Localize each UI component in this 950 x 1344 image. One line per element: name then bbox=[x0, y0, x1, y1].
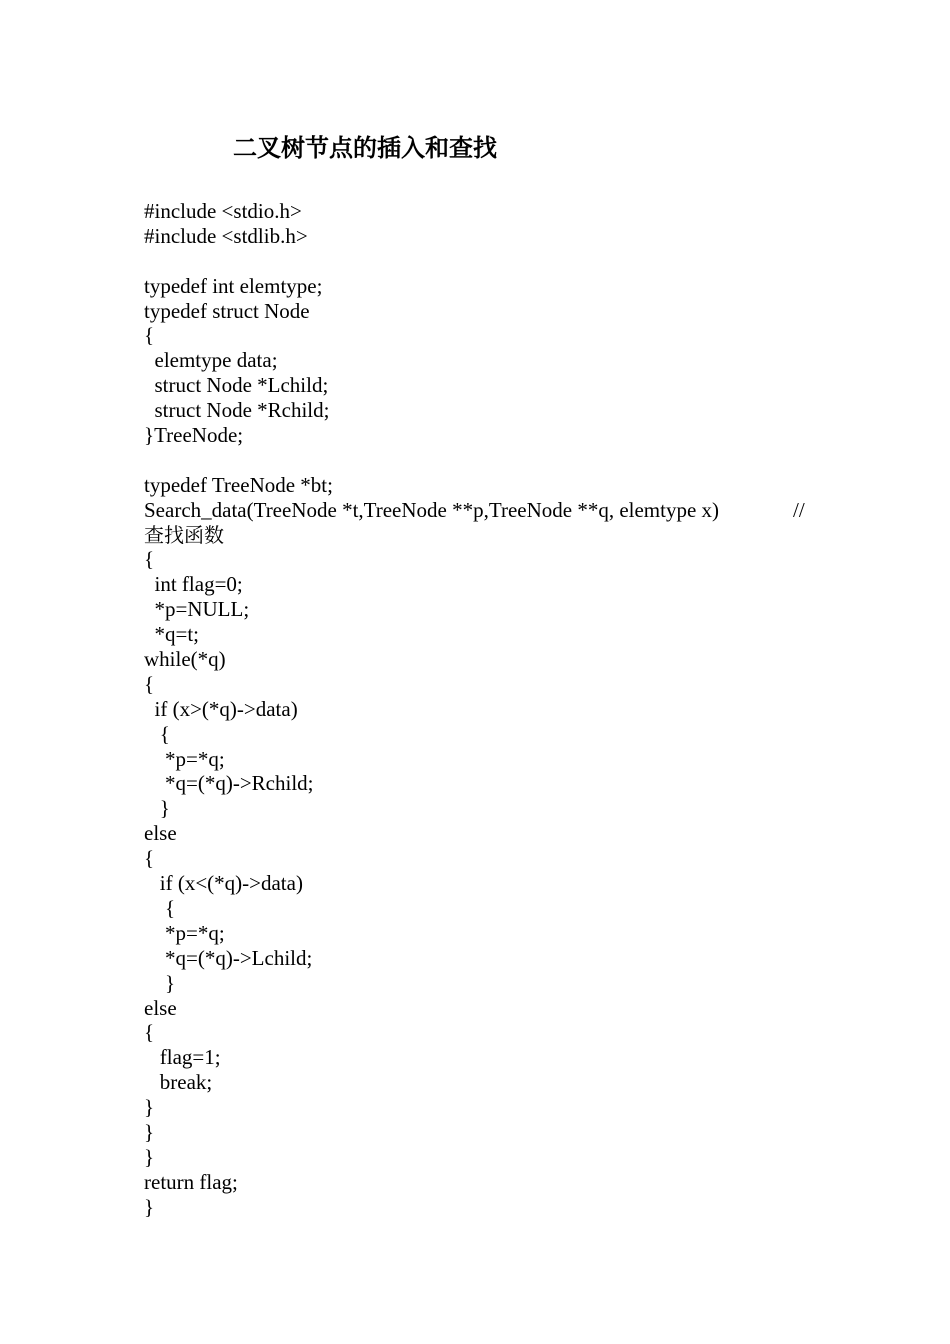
code-line: } bbox=[144, 796, 170, 821]
code-line: return flag; bbox=[144, 1169, 238, 1194]
code-line: *p=NULL; bbox=[144, 597, 250, 622]
code-line: #include <stdlib.h> bbox=[144, 223, 308, 248]
code-line: *p=*q; bbox=[144, 920, 225, 945]
code-line: } bbox=[144, 1119, 155, 1144]
code-line: } bbox=[144, 1194, 155, 1219]
code-line: while(*q) bbox=[144, 647, 226, 672]
code-line: typedef int elemtype; bbox=[144, 273, 323, 298]
code-line: struct Node *Lchild; bbox=[144, 373, 329, 398]
code-line: typedef TreeNode *bt; bbox=[144, 472, 333, 497]
code-line: int flag=0; bbox=[144, 572, 243, 597]
code-line: } bbox=[144, 1144, 155, 1169]
code-line: if (x>(*q)->data) bbox=[144, 696, 298, 721]
code-line: else bbox=[144, 821, 177, 846]
code-line: if (x<(*q)->data) bbox=[144, 871, 303, 896]
code-line: #include <stdio.h> bbox=[144, 199, 302, 223]
comment-text: 查找函数 bbox=[144, 522, 224, 547]
code-line: *p=*q; bbox=[144, 746, 225, 771]
code-line: { bbox=[144, 1020, 155, 1045]
function-signature: Search_data(TreeNode *t,TreeNode **p,TreeNode **q, elemtype x) bbox=[144, 497, 720, 522]
code-line: { bbox=[144, 895, 176, 920]
code-line bbox=[144, 448, 844, 473]
code-line: break; bbox=[144, 1070, 213, 1095]
function-signature-line bbox=[144, 498, 844, 523]
code-line: else bbox=[144, 995, 177, 1020]
code-line: }TreeNode; bbox=[144, 423, 244, 448]
code-line: { bbox=[144, 846, 155, 871]
code-line: { bbox=[144, 721, 170, 746]
code-line: elemtype data; bbox=[144, 348, 278, 373]
code-line: *q=t; bbox=[144, 622, 200, 647]
code-line bbox=[144, 249, 844, 274]
code-line: } bbox=[144, 970, 176, 995]
page-title: 二叉树节点的插入和查找 bbox=[233, 134, 497, 162]
code-line: { bbox=[144, 547, 155, 572]
code-line: } bbox=[144, 1095, 155, 1120]
code-line: *q=(*q)->Lchild; bbox=[144, 945, 313, 970]
code-line: typedef struct Node bbox=[144, 298, 310, 323]
code-block bbox=[144, 199, 844, 1220]
code-line: struct Node *Rchild; bbox=[144, 398, 330, 423]
code-line: *q=(*q)->Rchild; bbox=[144, 771, 314, 796]
code-line: flag=1; bbox=[144, 1045, 221, 1070]
code-line: { bbox=[144, 671, 155, 696]
code-line: { bbox=[144, 323, 155, 348]
comment-marker: // bbox=[793, 497, 805, 522]
